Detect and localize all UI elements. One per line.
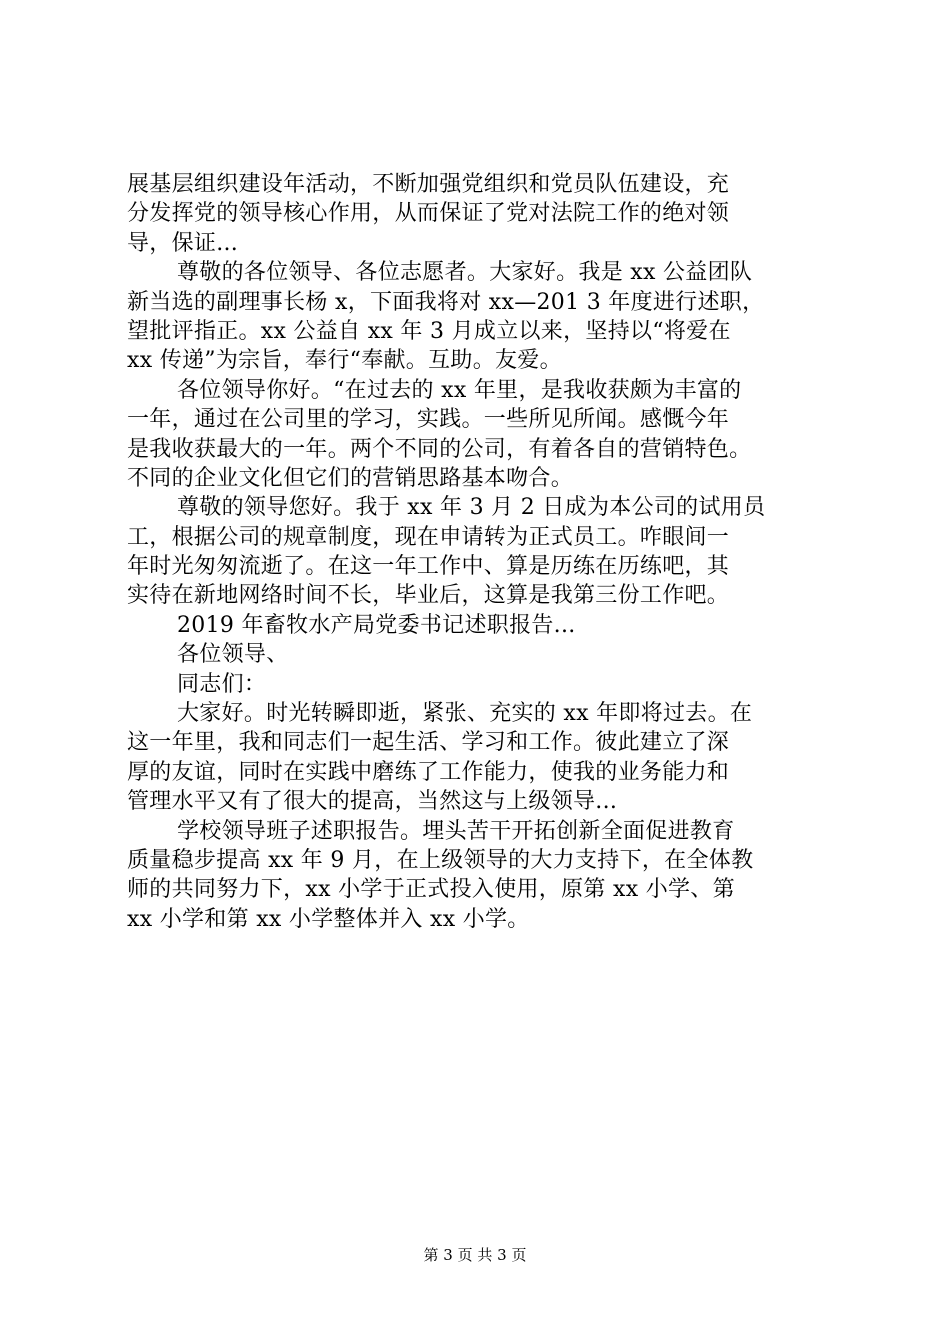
salutation-line: 同志们： [177, 671, 267, 697]
text-line: 一年，通过在公司里的学习，实践。一些所见所闻。感慨今年 [127, 407, 730, 433]
text-line: 这一年里，我和同志们一起生活、学习和工作。彼此建立了深 [127, 730, 730, 756]
report-title-line: 2019 年畜牧水产局党委书记述职报告... [177, 612, 576, 638]
text-line: 展基层组织建设年活动，不断加强党组织和党员队伍建设，充 [127, 172, 730, 197]
text-line: 不同的企业文化但它们的营销思路基本吻合。 [127, 465, 574, 491]
paragraph-start-line: 学校领导班子述职报告。埋头苦干开拓创新全面促进教育 [177, 818, 735, 844]
text-line: 新当选的副理事长杨 x，下面我将对 xx—201 3 年度进行述职， [127, 289, 765, 315]
salutation-line: 各位领导、 [177, 642, 289, 668]
text-line: 分发挥党的领导核心作用，从而保证了党对法院工作的绝对领 [127, 201, 730, 227]
paragraph-start-line: 各位领导你好。“在过去的 xx 年里，是我收获颇为丰富的 [177, 377, 742, 403]
text-line: xx 小学和第 xx 小学整体并入 xx 小学。 [127, 906, 530, 932]
text-line: 管理水平又有了很大的提高，当然这与上级领导... [127, 789, 618, 815]
paragraph-start-line: 尊敬的各位领导、各位志愿者。大家好。我是 xx 公益团队 [177, 260, 753, 286]
text-line: 年时光匆匆流逝了。在这一年工作中、算是历练在历练吧，其 [127, 554, 730, 580]
text-line: xx 传递”为宗旨，奉行“奉献。互助。友爱。 [127, 348, 562, 374]
text-line: 师的共同努力下，xx 小学于正式投入使用，原第 xx 小学、第 [127, 877, 735, 903]
text-line: 工，根据公司的规章制度，现在申请转为正式员工。咋眼间一 [127, 524, 730, 550]
paragraph-start-line: 大家好。时光转瞬即逝，紧张、充实的 xx 年即将过去。在 [177, 701, 753, 727]
text-line: 质量稳步提高 xx 年 9 月，在上级领导的大力支持下，在全体教 [127, 847, 754, 873]
document-body [127, 170, 834, 934]
text-line: 导，保证... [127, 230, 239, 256]
text-line: 望批评指正。xx 公益自 xx 年 3 月成立以来，坚持以“将爱在 [127, 318, 731, 344]
page-number-footer: 第 3 页 共 3 页 [423, 1246, 527, 1264]
paragraph-start-line: 尊敬的领导您好。我于 xx 年 3 月 2 日成为本公司的试用员 [177, 495, 766, 521]
text-line: 厚的友谊，同时在实践中磨练了工作能力，使我的业务能力和 [127, 759, 730, 785]
text-line: 是我收获最大的一年。两个不同的公司，有着各自的营销特色。 [127, 436, 752, 462]
text-line: 实待在新地网络时间不长，毕业后，这算是我第三份工作吧。 [127, 583, 730, 609]
